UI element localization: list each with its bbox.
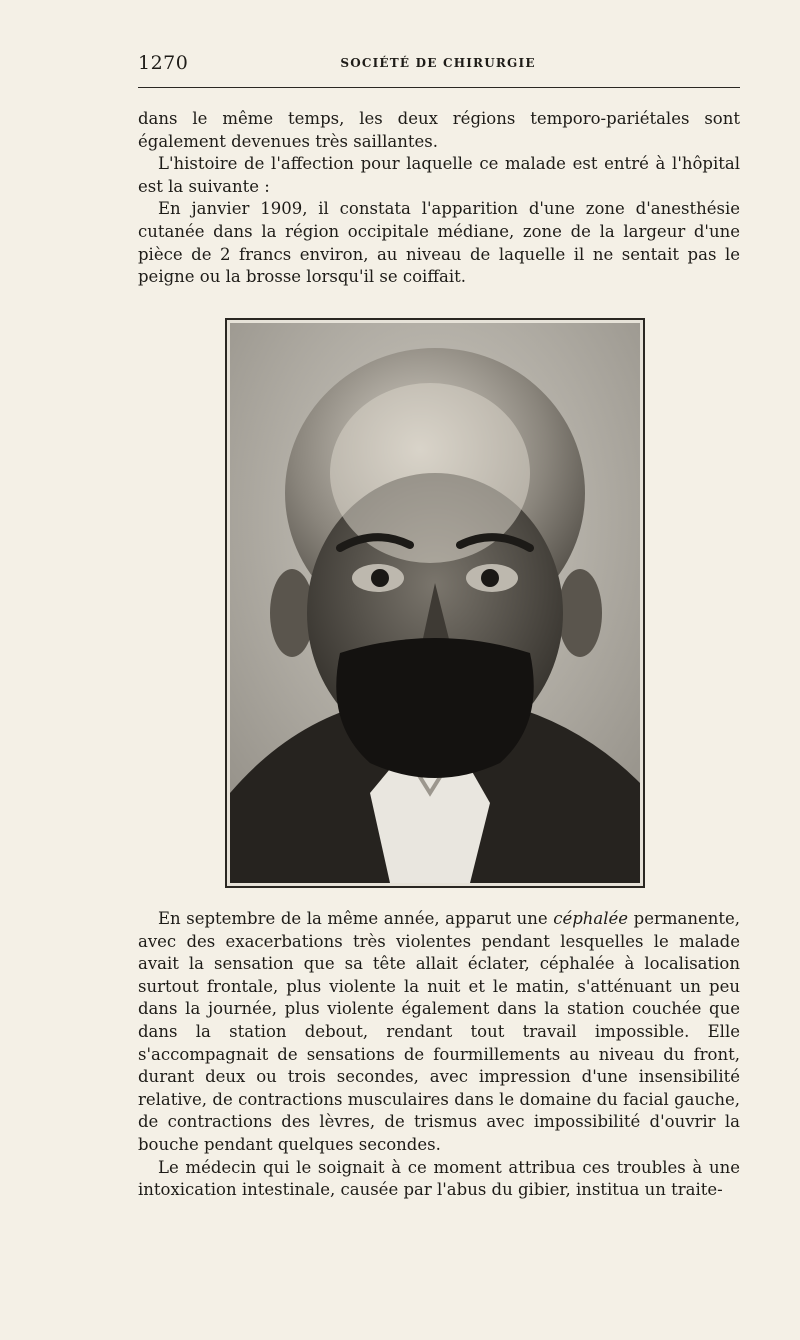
body-text-bottom: [138, 908, 740, 1202]
paragraph: En janvier 1909, il constata l'apparition d'une zone d'anesthésie cutanée dans la région occipitale médiane, zone de la largeur d'une pièce de 2 francs environ, au niveau de laquelle il ne sentait pas le peigne ou la brosse lorsqu'il se coiffait.: [138, 199, 740, 287]
portrait-icon: [230, 323, 640, 883]
header-rule: [138, 87, 740, 88]
paragraph-continued: dans le même temps, les deux régions temporo-pariétales sont également devenues très saillantes.: [138, 109, 740, 151]
paragraph-text: En septembre de la même année, apparut une: [158, 909, 554, 928]
paragraph-text: permanente, avec des exacerbations très violentes pendant lesquelles le malade avait la sensation que sa tête allait éclater, céphalée à localisation surtout frontale, plus violente la nuit et le matin, s'atténuant un peu dans la journée, plus violente également dans la station couchée que dans la station debout, rendant tout travail impossible. Elle s'accompagnait de sensations de fourmillements au niveau du front, durant deux ou trois secondes, avec impression d'une insensibilité relative, de contractions musculaires dans le domaine du facial gauche, de contractions des lèvres, de trismus avec impossibilité d'ouvrir la bouche pendant quelques secondes.: [138, 909, 740, 1154]
paragraph: L'histoire de l'affection pour laquelle ce malade est entré à l'hôpital est la suivante :: [138, 154, 740, 196]
body-text-top: [138, 108, 740, 289]
paragraph: [138, 908, 740, 1157]
journal-title: SOCIÉTÉ DE CHIRURGIE: [340, 56, 536, 70]
patient-photograph: [225, 318, 645, 888]
running-head: [138, 52, 740, 80]
page-number: 1270: [138, 52, 189, 74]
italic-term: céphalée: [553, 909, 629, 928]
paragraph: Le médecin qui le soignait à ce moment attribua ces troubles à une intoxication intestinale, causée par l'abus du gibier, institua un traite-: [138, 1157, 740, 1200]
